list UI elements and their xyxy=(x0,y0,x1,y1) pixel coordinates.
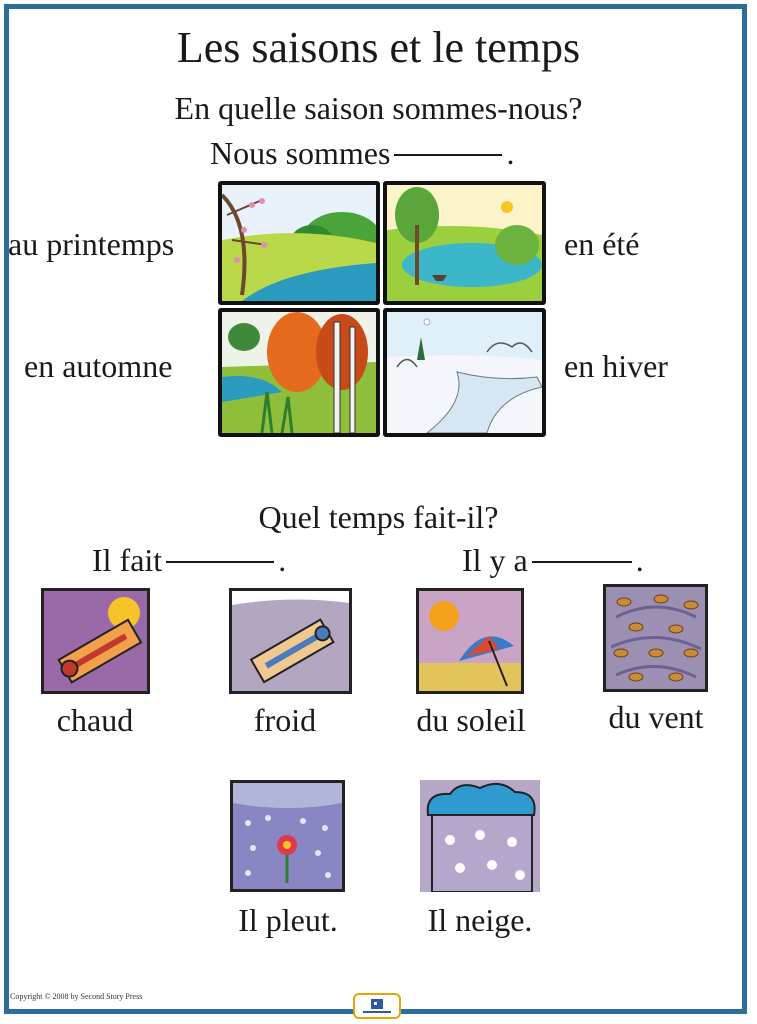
il-y-a-blank-line xyxy=(532,561,632,563)
autumn-landscape-image xyxy=(218,308,380,437)
rain-flower-icon xyxy=(230,780,345,892)
weather-phrase-il-fait: Il fait . xyxy=(92,542,287,578)
sun-umbrella-icon xyxy=(416,588,524,694)
page-title: Les saisons et le temps xyxy=(176,23,581,72)
weather-question: Quel temps fait-il? xyxy=(258,499,499,535)
summer-landscape-image xyxy=(383,181,546,305)
hot-thermometer-icon xyxy=(41,588,150,694)
publisher-logo xyxy=(353,993,401,1019)
label-winter: en hiver xyxy=(564,348,668,384)
label-snow: Il neige. xyxy=(427,902,533,938)
label-wind: du vent xyxy=(608,699,704,735)
label-hot: chaud xyxy=(56,702,134,738)
weather-phrase-il-y-a: Il y a . xyxy=(462,542,644,578)
season-answer-sentence: Nous sommes . xyxy=(210,135,515,171)
spring-landscape-image xyxy=(218,181,380,305)
snow-cloud-icon xyxy=(420,780,540,892)
label-autumn: en automne xyxy=(24,348,173,384)
cold-thermometer-icon xyxy=(229,588,352,694)
copyright-text: Copyright © 2008 by Second Story Press xyxy=(10,992,143,1001)
winter-landscape-image xyxy=(383,308,546,437)
il-fait-blank-line xyxy=(166,561,274,563)
wind-leaves-icon xyxy=(603,584,708,692)
label-sun: du soleil xyxy=(416,702,526,738)
season-question: En quelle saison sommes-nous? xyxy=(174,90,583,126)
label-cold: froid xyxy=(253,702,317,738)
season-blank-line xyxy=(394,154,502,156)
label-rain: Il pleut. xyxy=(238,902,338,938)
label-summer: en été xyxy=(564,226,640,262)
label-spring: au printemps xyxy=(8,226,175,262)
